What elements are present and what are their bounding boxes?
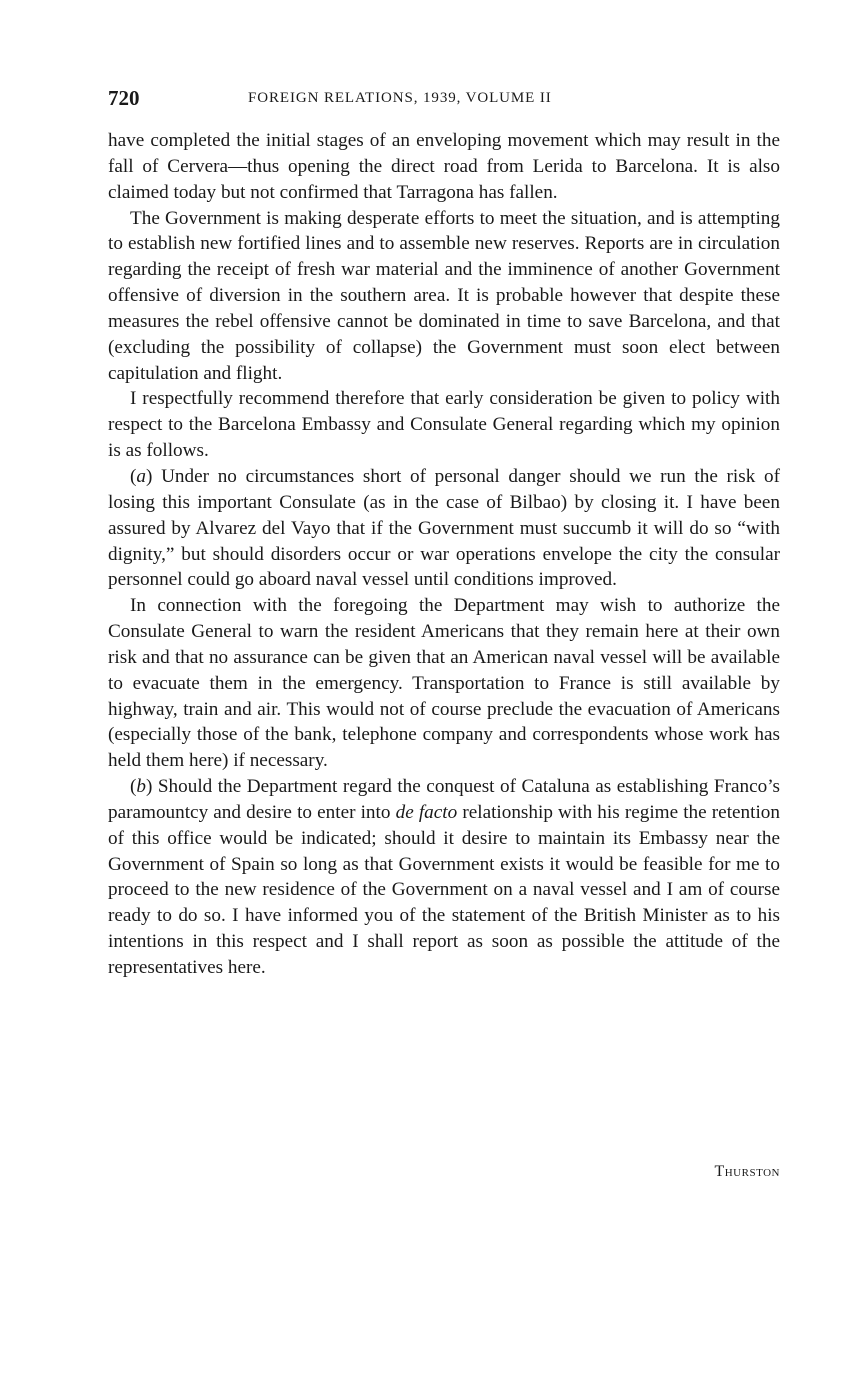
document-body [108,128,780,981]
point-a-marker: a [136,465,146,487]
running-title: FOREIGN RELATIONS, 1939, VOLUME II [248,90,552,106]
paragraph-point-b: (b) Should the Department regard the conquest of Cataluna as establishing Franco’s paramountcy and desire to enter into de facto relationship with his regime the retention of this office would be indicated; should it desire to maintain its Embassy near the Government of Spain so long as that Government exists it would be feasible for me to proceed to the new residence of the Government on a naval vessel and I am of course ready to do so. I have informed you of the statement of the British Minister as to his intentions in this respect and I shall report as soon as possible the attitude of the representatives here. [108,776,780,978]
page-header [108,86,780,116]
point-b-italic-term: de facto [395,801,458,823]
point-b-marker: b [136,776,146,798]
paragraph-point-a: (a) Under no circumstances short of personal danger should we run the risk of losing this important Consulate (as in the case of Bilbao) by closing it. I have been assured by Alvarez del Vayo that if the Government must succumb it will do so “with dignity,” but should disorders occur or war operations envelope the city the consular personnel could go aboard naval vessel until conditions improved. [108,465,780,591]
paragraph-americans-warning: In connection with the foregoing the Department may wish to authorize the Consulate General to warn the resident Americans that they remain here at their own risk and that no assurance can be given that an American naval vessel will be available to evacuate them in the emergency. Transportation to France is still available by highway, train and air. This would not of course preclude the evacuation of Americans (especially those of the bank, telephone company and correspondents whose work has held them here) if necessary. [108,595,780,772]
point-b-text-end: relationship with his regime the retention of this office would be indicated; should it desire to maintain its Embassy near the Government of Spain so long as that Government exists it would be feasible for me to proceed to the new residence of the Government on a naval vessel and I am of course ready to do so. I have informed you of the statement of the British Minister as to his intentions in this respect and I shall report as soon as possible the attitude of the representatives here. [108,801,780,978]
paragraph-continuation: have completed the initial stages of an enveloping movement which may result in the fall of Cervera—thus opening the direct road from Lerida to Barcelona. It is also claimed today but not confirmed that Tarragona has fallen. [108,130,780,203]
point-b-text-start: Should the Department regard the conquest of Cataluna as establishing Franco’s paramountcy and desire to enter into [108,776,780,823]
paragraph-government-efforts: The Government is making desperate efforts to meet the situation, and is attempting to establish new fortified lines and to assemble new reserves. Reports are in circulation regarding the receipt of fresh war material and the imminence of another Government offensive of diversion in the southern area. It is probable however that despite these measures the rebel offensive cannot be dominated in time to save Barcelona, and that (excluding the possibility of collapse) the Government must soon elect between capitulation and flight. [108,207,780,384]
paragraph-recommendation: I respectfully recommend therefore that early consideration be given to policy with respect to the Barcelona Embassy and Consulate General regarding which my opinion is as follows. [108,388,780,462]
point-a-text: Under no circumstances short of personal danger should we run the risk of losing this important Consulate (as in the case of Bilbao) by closing it. I have been assured by Alvarez del Vayo that if the Government must succumb it will do so “with dignity,” but should disorders occur or war operations envelope the city the consular personnel could go aboard naval vessel until conditions improved. [108,465,780,591]
signature: Thurston [714,1163,780,1180]
page-number: 720 [108,86,140,110]
